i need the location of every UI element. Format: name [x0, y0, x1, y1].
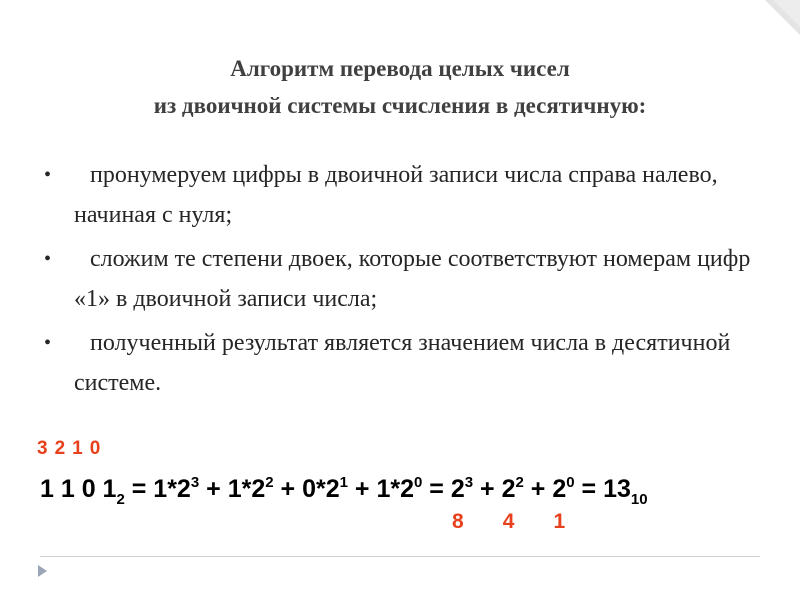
term-coef: 1*2: [376, 475, 415, 503]
next-slide-arrow-icon[interactable]: [38, 565, 47, 577]
plus-sign: +: [273, 475, 303, 503]
slide-title: [40, 50, 760, 124]
bullet-icon: •: [44, 332, 52, 354]
term-exp: 0: [414, 474, 423, 491]
term-coef: 1*2: [153, 475, 191, 503]
power-base: 2: [501, 475, 516, 503]
power-value: 8: [451, 510, 464, 533]
plus-sign: +: [523, 475, 553, 503]
plus-sign: +: [347, 475, 377, 503]
binary-base: 2: [116, 491, 125, 508]
bullet-text: полученный результат является значением числа в десятичной системе.: [74, 330, 731, 396]
term-exp: 1: [339, 474, 348, 491]
bullet-list: [40, 155, 770, 407]
bullet-item: [40, 155, 770, 235]
power-exp: 3: [464, 474, 474, 491]
term-coef: 1*2: [227, 475, 266, 503]
binary-number: 1 1 0 1: [40, 475, 117, 503]
plus-sign: +: [199, 475, 228, 503]
decimal-result: 13: [603, 475, 631, 503]
equals-sign: =: [422, 475, 451, 503]
corner-triangle-icon: [765, 0, 800, 35]
power-exp: 2: [515, 474, 524, 491]
conversion-formula: [40, 474, 648, 508]
bullet-text: сложим те степени двоек, которые соответствуют номерам цифр «1» в двоичной записи числа;: [74, 246, 751, 312]
term-exp: 3: [190, 474, 200, 491]
bullet-text: пронумеруем цифры в двоичной записи числа справа налево, начиная с нуля;: [74, 162, 718, 228]
footer-divider: [40, 556, 760, 557]
digit-indices: [37, 438, 107, 460]
plus-sign: +: [473, 475, 502, 503]
bullet-icon: •: [44, 164, 52, 186]
title-line-1: Алгоритм перевода целых чисел: [230, 56, 570, 81]
power-value: 4: [502, 510, 515, 533]
digit-index: 2: [54, 438, 66, 459]
power-base: 2: [450, 475, 465, 503]
term-exp: 2: [265, 474, 274, 491]
bullet-icon: •: [44, 248, 52, 270]
digit-index: 0: [89, 438, 101, 459]
power-value: 1: [553, 510, 566, 533]
equals-sign: =: [124, 475, 154, 503]
decimal-base: 10: [630, 491, 648, 508]
digit-index: 1: [72, 438, 83, 459]
digit-index: 3: [37, 438, 48, 459]
term-coef: 0*2: [302, 475, 340, 503]
bullet-item: [40, 239, 770, 319]
bullet-item: [40, 323, 770, 403]
power-exp: 0: [566, 474, 575, 491]
title-line-2: из двоичной системы счисления в десятичную:: [153, 93, 647, 118]
equals-sign: =: [574, 475, 604, 503]
power-base: 2: [552, 475, 567, 503]
